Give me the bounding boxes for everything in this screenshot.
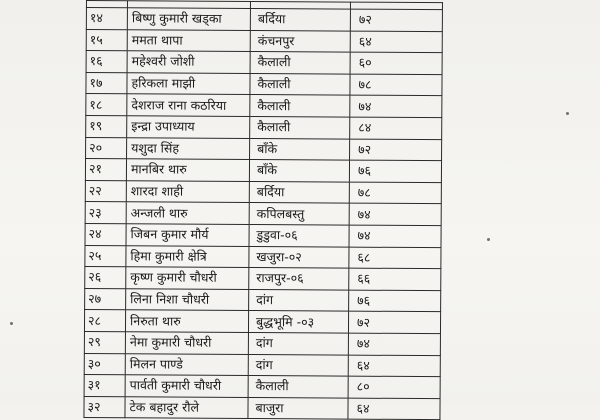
table-row [84,396,440,420]
name-cell: लिना निशा चौधरी [126,288,249,310]
score-cell: ७४ [348,333,440,355]
table-row [84,310,440,334]
name-cell: ममता थापा [127,29,250,51]
score-cell: ७४ [349,225,441,247]
name-cell: शारदा शाही [126,181,249,203]
name-cell: देशराज राना कठरिया [127,94,250,116]
name-cell: निरुता थारु [125,310,248,332]
name-cell: बिष्णु कुमारी खड्का [127,8,250,30]
district-cell: डुडुवा-०६ [249,224,349,246]
serial-number-cell: १४ [86,8,127,30]
district-cell: कपिलबस्तु [249,203,349,225]
score-cell: ८४ [350,117,442,139]
table-row [85,267,441,291]
score-cell: ७४ [349,203,441,225]
serial-number-cell: २३ [85,202,126,224]
table-row [86,115,442,139]
score-cell: ६४ [348,355,440,377]
serial-number-cell: २२ [85,180,126,202]
scan-speck [10,322,13,325]
score-cell: ६८ [349,247,441,269]
scan-speck [487,238,490,241]
serial-number-cell: १५ [86,29,127,51]
score-cell: ६४ [348,398,440,420]
table-row [86,29,442,53]
name-cell: मानबिर थारु [126,159,249,181]
serial-number-cell: २४ [85,223,126,245]
table-row [85,223,441,247]
district-cell: बाँके [249,160,349,182]
name-cell: जिबन कुमार मौर्य [126,224,249,246]
serial-number-cell: २७ [85,288,126,310]
serial-number-cell: २० [86,137,127,159]
serial-number-cell: १७ [86,72,127,94]
district-cell: कैलाली [250,95,350,117]
serial-number-cell: ३० [84,353,125,375]
score-cell: ७८ [350,74,442,96]
table-row [86,94,442,118]
serial-number-cell: ३२ [84,396,125,418]
results-table [83,0,443,420]
district-cell: बाजुरा [248,397,348,419]
serial-number-cell: १६ [86,51,127,73]
serial-number-cell: २९ [84,331,125,353]
table-body [84,1,443,420]
score-cell: ७२ [350,9,442,31]
score-cell: ६४ [350,31,442,53]
serial-number-cell: १९ [86,115,127,137]
score-cell: ७२ [350,139,442,161]
serial-number-cell: ३१ [84,375,125,397]
name-cell: हिमा कुमारी क्षेत्रि [126,245,249,267]
serial-number-cell: २६ [85,267,126,289]
district-cell: दांग [248,332,348,354]
table-row [84,375,440,399]
name-cell: टेक बहादुर रौले [125,396,248,418]
table-row [84,353,440,377]
table-row [85,288,441,312]
district-cell: खजुरा-०२ [249,246,349,268]
table-row [86,8,442,32]
name-cell: नेमा कुमारी चौधरी [125,332,248,354]
score-cell: ८० [348,376,440,398]
district-cell: कैलाली [250,73,350,95]
scan-speck [566,112,569,115]
district-cell: कैलाली [248,376,348,398]
table-row [86,72,442,96]
name-cell: हरिकला माझी [127,73,250,95]
score-cell: ७८ [349,182,441,204]
table-row [85,180,441,204]
name-cell: मिलन पाण्डे [125,353,248,375]
district-cell: बर्दिया [249,181,349,203]
district-cell: बर्दिया [250,9,350,31]
district-cell: दांग [248,354,348,376]
serial-number-cell: २१ [85,159,126,181]
district-cell: कैलाली [250,116,350,138]
table-row [85,245,441,269]
district-cell: राजपुर-०६ [249,268,349,290]
name-cell: यशुदा सिंह [127,137,250,159]
score-cell: ७४ [350,95,442,117]
score-cell: ६६ [349,268,441,290]
serial-number-cell: २८ [84,310,125,332]
district-cell: बाँके [250,138,350,160]
serial-number-cell: १८ [86,94,127,116]
name-cell: कृष्ण कुमारी चौधरी [126,267,249,289]
table-row [85,159,441,183]
name-cell: इन्द्रा उपाध्याय [127,116,250,138]
table-row [85,202,441,226]
score-cell: ७२ [348,311,440,333]
table-row [86,137,442,161]
name-cell: पार्वती कुमारी चौधरी [125,375,248,397]
serial-number-cell: २५ [85,245,126,267]
name-cell: महेश्वरी जोशी [127,51,250,73]
name-cell: अन्जली थारु [126,202,249,224]
table-row [86,51,442,75]
table-row [84,331,440,355]
district-cell: कैलाली [250,52,350,74]
district-cell: कंचनपुर [250,30,350,52]
score-cell: ७६ [349,160,441,182]
district-cell: बुद्धभूमि -०३ [248,311,348,333]
score-cell: ७६ [349,290,441,312]
district-cell: दांग [249,289,349,311]
score-cell: ६० [350,52,442,74]
